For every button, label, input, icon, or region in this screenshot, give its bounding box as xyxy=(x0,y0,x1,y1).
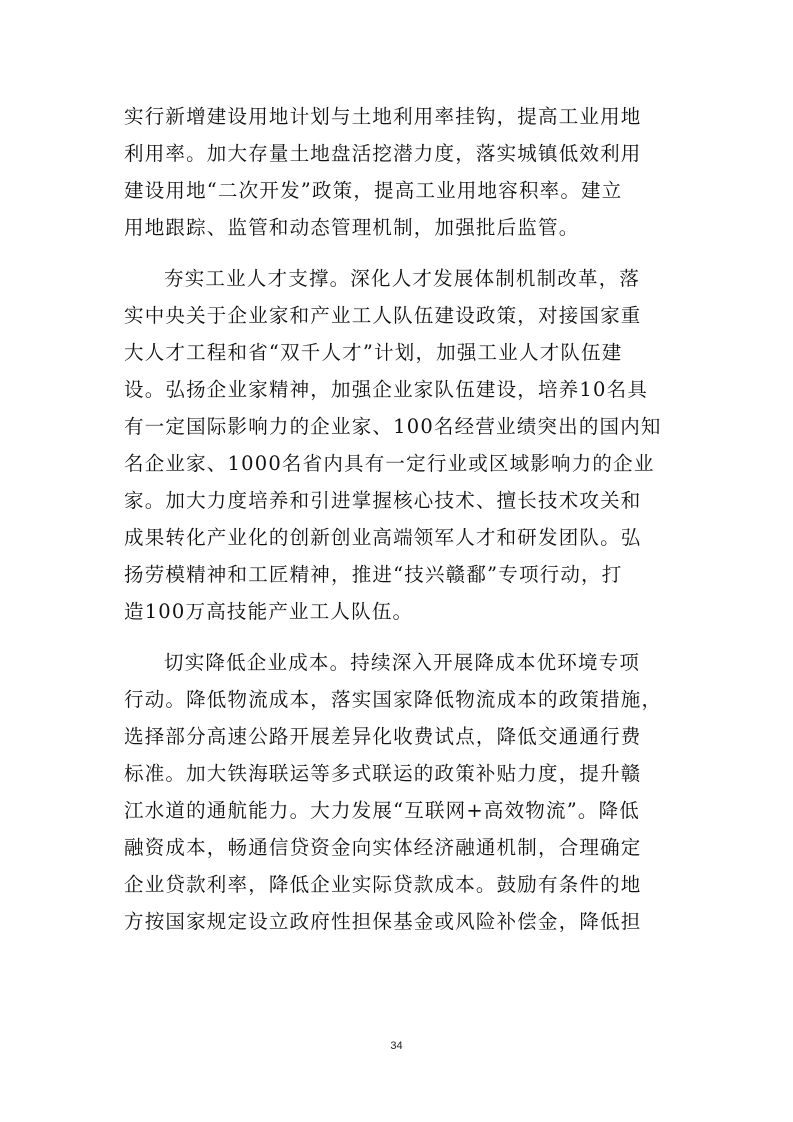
paragraph-line: 造100万高技能产业工人队伍。 xyxy=(124,600,414,623)
paragraph-line: 实行新增建设用地计划与土地利用率挂钩，提高工业用地 xyxy=(124,105,642,128)
paragraph-line: 实中央关于企业家和产业工人队伍建设政策，对接国家重 xyxy=(124,304,642,327)
paragraph-line: 有一定国际影响力的企业家、100名经营业绩突出的国内知 xyxy=(124,415,662,438)
paragraph-line: 切实降低企业成本。持续深入开展降成本优环境专项 xyxy=(164,651,641,674)
paragraph-line: 设。弘扬企业家精神，加强企业家队伍建设，培养10名具 xyxy=(124,378,649,401)
paragraph-line: 方按国家规定设立政府性担保基金或风险补偿金，降低担 xyxy=(124,910,642,933)
paragraph-line: 大人才工程和省“双千人才”计划，加强工业人才队伍建 xyxy=(124,341,623,364)
paragraph-line: 企业贷款利率，降低企业实际贷款成本。鼓励有条件的地 xyxy=(124,873,642,896)
paragraph-line: 江水道的通航能力。大力发展“互联网+高效物流”。降低 xyxy=(124,799,640,822)
paragraph-line: 融资成本，畅通信贷资金向实体经济融通机制，合理确定 xyxy=(124,836,642,859)
page-number: 34 xyxy=(390,1040,403,1052)
body-text xyxy=(124,98,672,940)
paragraph-line: 行动。降低物流成本，落实国家降低物流成本的政策措施， xyxy=(124,688,663,711)
paragraph-spacer xyxy=(124,630,672,644)
paragraph-line: 夯实工业人才支撑。深化人才发展体制机制改革，落 xyxy=(164,267,641,290)
paragraph-line: 成果转化产业化的创新创业高端领军人才和研发团队。弘 xyxy=(124,526,642,549)
paragraph-line: 家。加大力度培养和引进掌握核心技术、擅长技术攻关和 xyxy=(124,489,642,512)
paragraph-line: 建设用地“二次开发”政策，提高工业用地容积率。建立 xyxy=(124,179,623,202)
paragraph-line: 用地跟踪、监管和动态管理机制，加强批后监管。 xyxy=(124,216,580,239)
paragraph-line: 名企业家、1000名省内具有一定行业或区域影响力的企业 xyxy=(124,452,655,475)
paragraph-line: 扬劳模精神和工匠精神，推进“技兴赣鄱”专项行动，打 xyxy=(124,563,623,586)
paragraph-spacer xyxy=(124,246,672,260)
paragraph-line: 标准。加大铁海联运等多式联运的政策补贴力度，提升赣 xyxy=(124,762,642,785)
paragraph-line: 利用率。加大存量土地盘活挖潜力度，落实城镇低效利用 xyxy=(124,142,642,165)
paragraph-line: 选择部分高速公路开展差异化收费试点，降低交通通行费 xyxy=(124,725,642,748)
